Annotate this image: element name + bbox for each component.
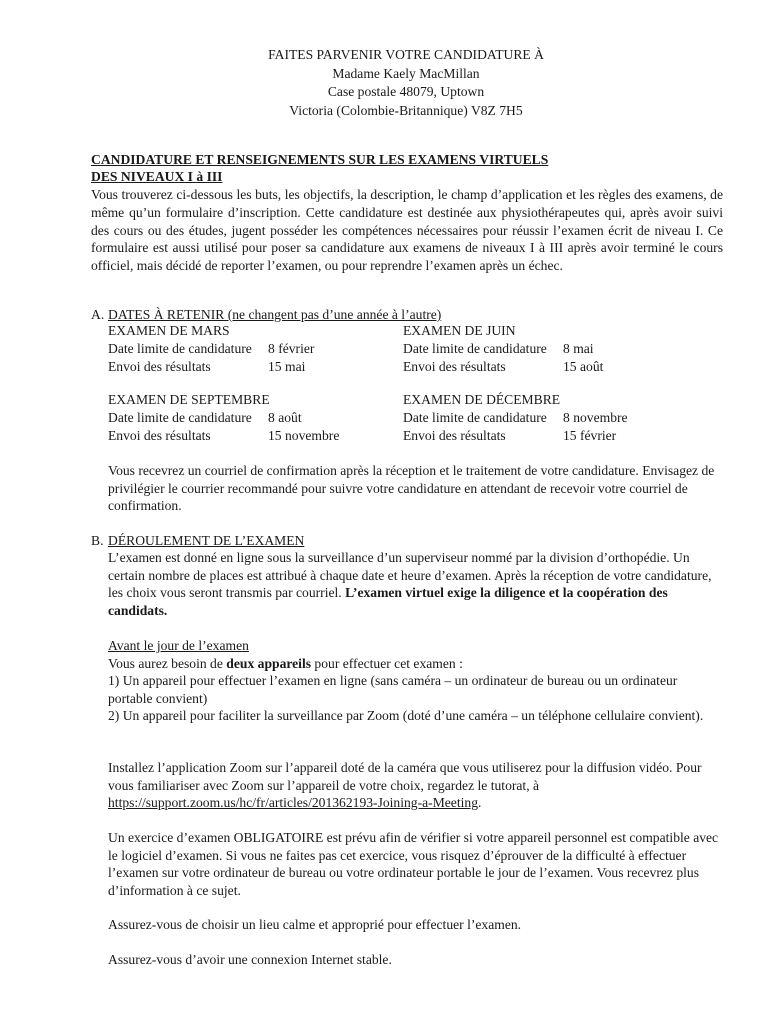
exam-name: EXAMEN DE DÉCEMBRE [403,392,561,407]
devices-text-pre: Vous aurez besoin de [108,655,227,671]
results-value: 15 mai [268,359,306,374]
address-po-box: Case postale 48079, Uptown [327,84,485,99]
section-b-letter: B. [91,533,104,548]
exam-procedure-paragraph [108,549,723,619]
zoom-paragraph [108,759,723,812]
zoom-text: Installez l’application Zoom sur l’appareil doté de la caméra que vous utiliserez pour la diffusion vidéo. Pour vous familiariser avec Zoom sur l’appareil de votre choix, regardez le tutorat, à [108,760,702,793]
deadline-label: Date limite de candidature [403,410,547,425]
before-exam-heading: Avant le jour de l’examen [108,638,249,653]
practice-exam-paragraph: Un exercice d’examen OBLIGATOIRE est prévu afin de vérifier si votre appareil personnel est compatible avec le logiciel d’examen. Si vous ne faites pas cet exercice, vous risquez d’éprouver de la difficulté à effectuer l’examen sur votre ordinateur de bureau ou votre ordinateur portable le jour de l’examen. Vous recevrez plus d’information à ce sujet. [108,830,719,898]
address-recipient: Madame Kaely MacMillan [332,65,480,81]
section-a-heading [91,306,441,324]
section-b-heading [91,532,304,550]
deadline-label: Date limite de candidature [108,410,252,425]
devices-text-post: pour effectuer cet examen : [311,655,463,671]
section-b-title: DÉROULEMENT DE L’EXAMEN [108,533,305,548]
zoom-text-end: . [478,795,482,811]
zoom-tutorial-link[interactable]: https://support.zoom.us/hc/fr/articles/201362193-Joining-a-Meeting [108,795,478,811]
results-value: 15 août [563,359,604,374]
exam-name: EXAMEN DE SEPTEMBRE [108,392,270,407]
deadline-value: 8 novembre [563,410,628,425]
before-exam-block [108,637,723,725]
title-line-1: CANDIDATURE ET RENSEIGNEMENTS SUR LES EXAMENS VIRTUELS [91,152,549,167]
results-value: 15 novembre [268,428,340,443]
results-label: Envoi des résultats [403,428,506,443]
results-value: 15 février [563,428,617,443]
deadline-value: 8 août [268,410,302,425]
devices-needed [108,655,723,673]
procedure-text: L’examen est donné en ligne sous la surveillance d’un superviseur nommé par la division d’orthopédie. Un certain nombre de places est attribué à chaque date et heure d’examen. Après la réception de votre candidature, les choix vous seront transmis par courriel. [108,550,712,601]
exam-name: EXAMEN DE MARS [108,323,230,338]
results-label: Envoi des résultats [403,359,506,374]
section-a-title: DATES À RETENIR (ne changent pas d’une année à l’autre) [108,307,442,322]
intro-paragraph: Vous trouverez ci-dessous les buts, les objectifs, la description, le champ d’application et les règles des examens, de même qu’un formulaire d’inscription. Cette candidature est destinée aux physiothérapeutes qui, après avoir suivi des cours ou des études, jugent posséder les compétences nécessaires pour réussir l’examen écrit de niveau I. Ce formulaire est aussi utilisé pour poser sa candidature aux examens de niveaux I à III après avoir terminé le cours officiel, mais décidé de reporter l’examen, ou pour reprendre l’examen après un échec. [91,187,723,274]
exam-name: EXAMEN DE JUIN [403,323,516,338]
title-line-2: DES NIVEAUX I à III [91,169,223,184]
results-label: Envoi des résultats [108,359,211,374]
deadline-value: 8 mai [563,341,594,356]
exam-june [403,322,603,376]
section-a-letter: A. [91,307,105,322]
address-city: Victoria (Colombie-Britannique) V8Z 7H5 [289,102,523,118]
mailing-address [0,46,770,120]
address-heading: FAITES PARVENIR VOTRE CANDIDATURE À [268,47,544,62]
device-item-2: 2) Un appareil pour faciliter la surveillance par Zoom (doté d’une caméra – un téléphone cellulaire convient). [108,708,704,724]
exam-september [108,391,339,445]
deadline-label: Date limite de candidature [403,341,547,356]
exam-december [403,391,628,445]
device-item-1: 1) Un appareil pour effectuer l’examen en ligne (sans caméra – un ordinateur de bureau ou un ordinateur portable convient) [108,673,678,706]
quiet-location-paragraph: Assurez-vous de choisir un lieu calme et approprié pour effectuer l’examen. [108,917,522,932]
confirmation-paragraph: Vous recevrez un courriel de confirmation après la réception et le traitement de votre candidature. Envisagez de privilégier le courrier recommandé pour suivre votre candidature en attendant de recevoir votre courriel de confirmation. [108,463,715,514]
document-title [91,151,731,185]
internet-paragraph: Assurez-vous d’avoir une connexion Internet stable. [108,952,392,967]
deadline-label: Date limite de candidature [108,341,252,356]
devices-emphasis: deux appareils [226,655,312,671]
deadline-value: 8 février [268,341,315,356]
exam-march [108,322,314,376]
results-label: Envoi des résultats [108,428,211,443]
procedure-emphasis: L’examen virtuel exige la diligence et la coopération des candidats. [108,585,668,618]
